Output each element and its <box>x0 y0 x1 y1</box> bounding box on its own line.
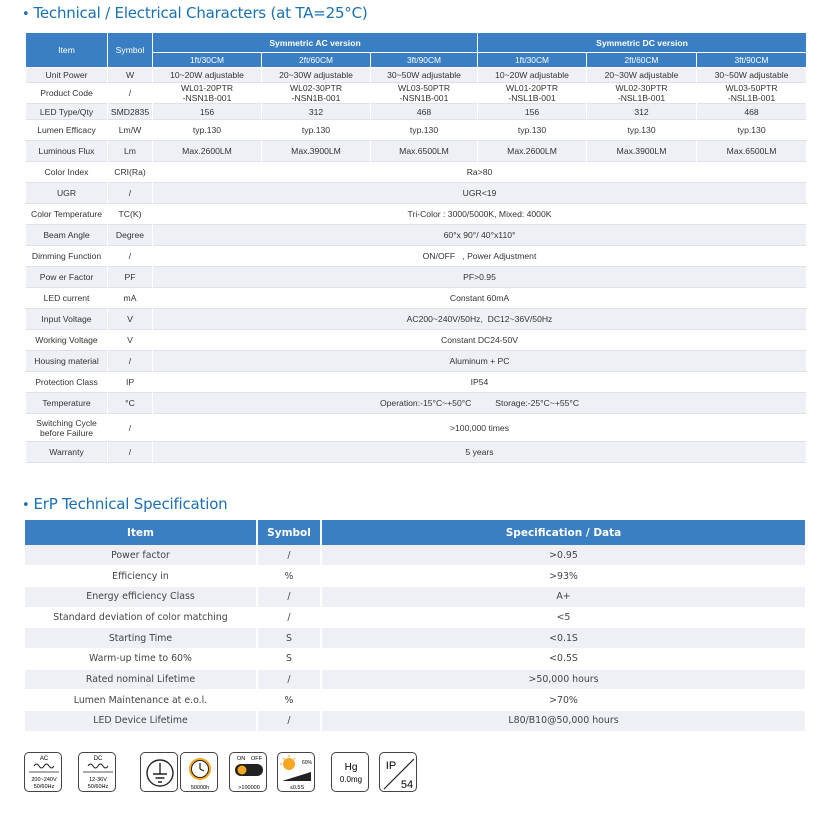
erp-row <box>25 566 806 587</box>
table-row <box>26 204 807 225</box>
erp-value: >50,000 hours <box>321 669 806 690</box>
row-value-cell: 468 <box>697 104 807 120</box>
erp-row <box>25 648 806 669</box>
warm-up-icon <box>277 752 315 792</box>
erp-value: >0.95 <box>321 545 806 566</box>
mercury-symbol: Hg <box>344 762 358 773</box>
erp-value: <0.1S <box>321 628 806 649</box>
lifetime-caption: 50000h <box>190 785 210 791</box>
table-row <box>26 393 807 414</box>
switching-cycle-icon <box>229 752 267 792</box>
row-symbol: PF <box>108 267 153 288</box>
row-item-label: Input Voltage <box>26 309 108 330</box>
table-row <box>26 351 807 372</box>
row-value-merged: Constant 60mA <box>153 288 807 309</box>
row-value-cell: Max.6500LM <box>371 141 478 162</box>
dc-voltage: 12-36V <box>89 777 107 783</box>
row-value-cell: 468 <box>371 104 478 120</box>
erp-item-label: LED Device Lifetime <box>25 711 257 732</box>
table-row <box>26 309 807 330</box>
row-symbol: / <box>108 351 153 372</box>
erp-header-item: Item <box>25 520 257 545</box>
row-item-label: Color Index <box>26 162 108 183</box>
row-symbol: SMD2835 <box>108 104 153 120</box>
table-row <box>26 120 807 141</box>
row-symbol: / <box>108 442 153 463</box>
erp-symbol: / <box>257 711 321 732</box>
ip-rating-icon <box>379 752 417 792</box>
erp-symbol: S <box>257 648 321 669</box>
row-item-label: Color Temperature <box>26 204 108 225</box>
row-symbol: / <box>108 246 153 267</box>
erp-row <box>25 628 806 649</box>
row-value-cell: typ.130 <box>371 120 478 141</box>
erp-row <box>25 545 806 566</box>
dc-driver-icon <box>78 752 116 792</box>
erp-symbol: / <box>257 545 321 566</box>
row-value-merged: Constant DC24-50V <box>153 330 807 351</box>
row-value-cell: WL03-50PTR -NSN1B-001 <box>371 83 478 104</box>
row-value-cell: WL02-30PTR -NSL1B-001 <box>587 83 697 104</box>
ip-label: IP <box>385 760 397 772</box>
table-row <box>26 372 807 393</box>
row-value-cell: 156 <box>153 104 262 120</box>
erp-item-label: Power factor <box>25 545 257 566</box>
erp-table <box>25 520 807 732</box>
table-row <box>26 104 807 120</box>
table-row <box>26 442 807 463</box>
dc-frequency: 50/60Hz <box>87 784 109 790</box>
row-symbol: °C <box>108 393 153 414</box>
erp-header-spec: Specification / Data <box>321 520 806 545</box>
row-symbol: V <box>108 330 153 351</box>
row-value-cell: Max.3900LM <box>587 141 697 162</box>
row-symbol: TC(K) <box>108 204 153 225</box>
row-item-label: Lumen Efficacy <box>26 120 108 141</box>
table-row <box>26 246 807 267</box>
row-value-cell: typ.130 <box>587 120 697 141</box>
row-value-merged: 60°x 90°/ 40°x110° <box>153 225 807 246</box>
row-value-cell: 156 <box>478 104 587 120</box>
column-group-dc: Symmetric DC version <box>478 33 807 53</box>
row-value-cell: typ.130 <box>478 120 587 141</box>
ground-protection-icon <box>140 752 178 792</box>
row-symbol: V <box>108 309 153 330</box>
row-value-merged: IP54 <box>153 372 807 393</box>
row-value-merged: >100,000 times <box>153 414 807 442</box>
mercury-value: 0.0mg <box>339 775 363 784</box>
erp-item-label: Efficiency in <box>25 566 257 587</box>
row-symbol: / <box>108 414 153 442</box>
row-symbol: mA <box>108 288 153 309</box>
row-symbol: / <box>108 183 153 204</box>
row-value-cell: WL01-20PTR -NSN1B-001 <box>153 83 262 104</box>
row-value-cell: 30~50W adjustable <box>371 68 478 83</box>
row-item-label: Housing material <box>26 351 108 372</box>
row-item-label: Dimming Function <box>26 246 108 267</box>
table-row <box>26 162 807 183</box>
row-value-merged: 5 years <box>153 442 807 463</box>
mercury-content-icon <box>331 752 369 792</box>
row-value-cell: typ.130 <box>262 120 371 141</box>
erp-item-label: Starting Time <box>25 628 257 649</box>
erp-item-label: Warm-up time to 60% <box>25 648 257 669</box>
warmup-caption: ≤0.5S <box>289 785 305 791</box>
row-value-cell: Max.3900LM <box>262 141 371 162</box>
row-symbol: Lm/W <box>108 120 153 141</box>
erp-section-title: • ErP Technical Specification <box>22 495 228 513</box>
row-value-merged: UGR<19 <box>153 183 807 204</box>
row-item-label: Temperature <box>26 393 108 414</box>
erp-value: >70% <box>321 690 806 711</box>
column-header-variant: 1ft/30CM <box>153 53 262 68</box>
column-group-ac: Symmetric AC version <box>153 33 478 53</box>
table-row <box>26 183 807 204</box>
warmup-percent: 60% <box>301 760 313 766</box>
switch-on-label: ON <box>237 756 246 762</box>
erp-symbol: % <box>257 566 321 587</box>
column-header-variant: 1ft/30CM <box>478 53 587 68</box>
erp-item-label: Standard deviation of color matching <box>25 607 257 628</box>
row-item-label: Unit Power <box>26 68 108 83</box>
row-item-label: Switching Cycle before Failure <box>26 414 108 442</box>
erp-value: <5 <box>321 607 806 628</box>
row-symbol: / <box>108 83 153 104</box>
column-header-variant: 3ft/90CM <box>697 53 807 68</box>
row-item-label: UGR <box>26 183 108 204</box>
row-value-merged: Operation:-15°C~+50°C Storage:-25°C~+55°C <box>153 393 807 414</box>
erp-value: L80/B10@50,000 hours <box>321 711 806 732</box>
row-value-merged: PF>0.95 <box>153 267 807 288</box>
erp-value: <0.5S <box>321 648 806 669</box>
row-symbol: IP <box>108 372 153 393</box>
table-row <box>26 83 807 104</box>
technical-table <box>25 32 807 463</box>
row-value-cell: 10~20W adjustable <box>478 68 587 83</box>
erp-row <box>25 711 806 732</box>
row-symbol: Degree <box>108 225 153 246</box>
bullet-icon: • <box>22 7 30 22</box>
ac-driver-icon <box>24 752 62 792</box>
column-header-item: Item <box>26 33 108 68</box>
erp-symbol: / <box>257 669 321 690</box>
erp-row <box>25 690 806 711</box>
erp-symbol: / <box>257 607 321 628</box>
erp-row <box>25 586 806 607</box>
row-value-cell: WL03-50PTR -NSL1B-001 <box>697 83 807 104</box>
erp-symbol: S <box>257 628 321 649</box>
row-symbol: CRI(Ra) <box>108 162 153 183</box>
row-value-cell: WL02-30PTR -NSN1B-001 <box>262 83 371 104</box>
column-header-symbol: Symbol <box>108 33 153 68</box>
row-value-cell: 312 <box>587 104 697 120</box>
row-value-merged: ON/OFF , Power Adjustment <box>153 246 807 267</box>
column-header-variant: 3ft/90CM <box>371 53 478 68</box>
row-item-label: Warranty <box>26 442 108 463</box>
row-value-cell: 20~30W adjustable <box>587 68 697 83</box>
table-row <box>26 414 807 442</box>
table-row <box>26 68 807 83</box>
table-row <box>26 288 807 309</box>
row-value-cell: Max.2600LM <box>153 141 262 162</box>
row-value-merged: Aluminum + PC <box>153 351 807 372</box>
erp-value: A+ <box>321 586 806 607</box>
erp-symbol: % <box>257 690 321 711</box>
row-value-cell: Max.6500LM <box>697 141 807 162</box>
erp-item-label: Lumen Maintenance at e.o.l. <box>25 690 257 711</box>
row-item-label: Beam Angle <box>26 225 108 246</box>
row-value-merged: Ra>80 <box>153 162 807 183</box>
table-row <box>26 267 807 288</box>
erp-header-symbol: Symbol <box>257 520 321 545</box>
erp-item-label: Rated nominal Lifetime <box>25 669 257 690</box>
erp-value: >93% <box>321 566 806 587</box>
row-item-label: Working Voltage <box>26 330 108 351</box>
row-item-label: Luminous Flux <box>26 141 108 162</box>
lifetime-clock-icon <box>180 752 218 792</box>
table-row <box>26 141 807 162</box>
row-value-cell: typ.130 <box>697 120 807 141</box>
row-value-merged: Tri-Color : 3000/5000K, Mixed: 4000K <box>153 204 807 225</box>
column-header-variant: 2ft/60CM <box>587 53 697 68</box>
row-item-label: LED current <box>26 288 108 309</box>
table-row <box>26 330 807 351</box>
switch-caption: >100000 <box>238 785 260 791</box>
erp-row <box>25 607 806 628</box>
ac-label: AC <box>39 756 49 762</box>
row-item-label: Pow er Factor <box>26 267 108 288</box>
table-row <box>26 225 807 246</box>
column-header-variant: 2ft/60CM <box>262 53 371 68</box>
row-symbol: Lm <box>108 141 153 162</box>
bullet-icon: • <box>22 498 30 513</box>
erp-item-label: Energy efficiency Class <box>25 586 257 607</box>
row-item-label: LED Type/Qty <box>26 104 108 120</box>
row-value-cell: 30~50W adjustable <box>697 68 807 83</box>
row-value-cell: 20~30W adjustable <box>262 68 371 83</box>
technical-section-title: • Technical / Electrical Characters (at TA=25°C) <box>22 4 368 22</box>
ac-voltage: 200~240V <box>31 777 57 783</box>
row-value-cell: 10~20W adjustable <box>153 68 262 83</box>
row-item-label: Product Code <box>26 83 108 104</box>
ip-value: 54 <box>400 779 414 791</box>
row-value-cell: Max.2600LM <box>478 141 587 162</box>
erp-symbol: / <box>257 586 321 607</box>
ac-frequency: 50/60Hz <box>33 784 55 790</box>
erp-row <box>25 669 806 690</box>
row-item-label: Protection Class <box>26 372 108 393</box>
row-value-cell: WL01-20PTR -NSL1B-001 <box>478 83 587 104</box>
row-symbol: W <box>108 68 153 83</box>
row-value-merged: AC200~240V/50Hz, DC12~36V/50Hz <box>153 309 807 330</box>
row-value-cell: 312 <box>262 104 371 120</box>
dc-label: DC <box>93 756 103 762</box>
row-value-cell: typ.130 <box>153 120 262 141</box>
switch-off-label: OFF <box>251 756 262 762</box>
